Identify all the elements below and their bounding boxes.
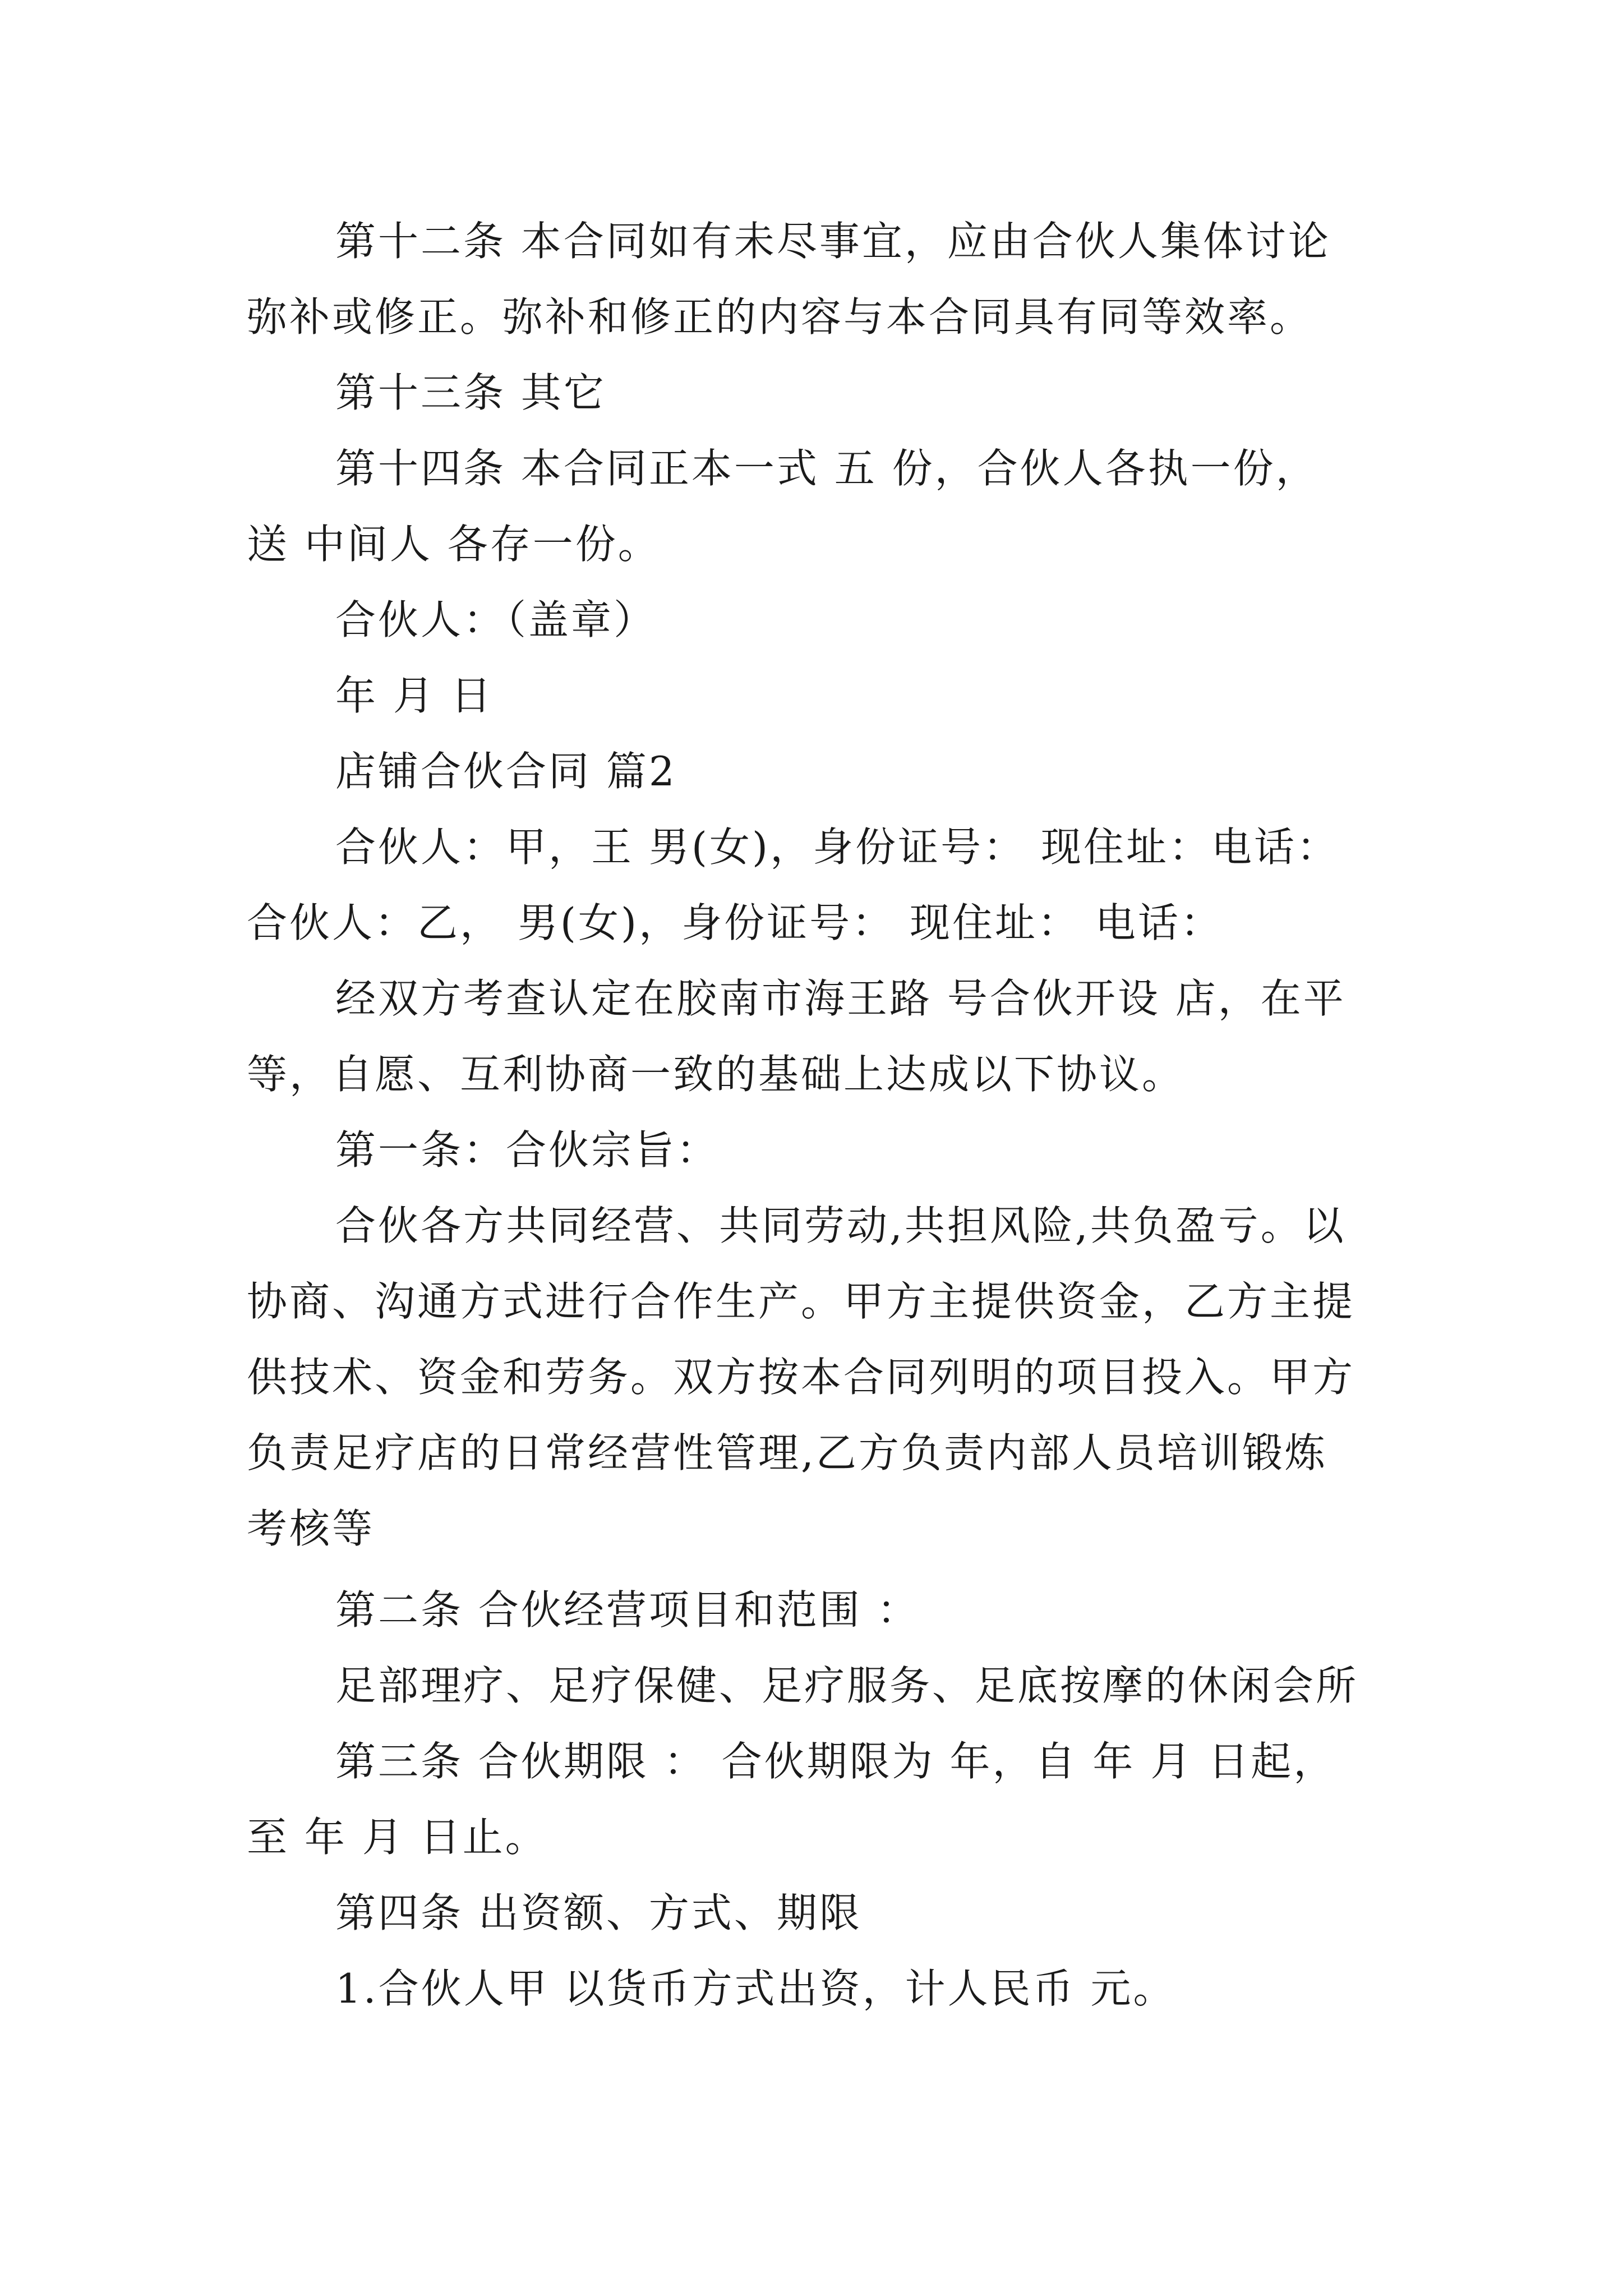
text-line: 协商、沟通方式进行合作生产。甲方主提供资金，乙方主提: [247, 1278, 1355, 1325]
text-line: 弥补或修正。弥补和修正的内容与本合同具有同等效率。: [247, 293, 1313, 341]
text-line: 供技术、资金和劳务。双方按本合同列明的项目投入。甲方: [247, 1354, 1355, 1401]
text-line: 第三条 合伙期限 ： 合伙期限为 年，自 年 月 日起，: [335, 1738, 1336, 1785]
text-line: 合伙各方共同经营、共同劳动,共担风险,共负盈亏。以: [335, 1202, 1346, 1249]
text-line: 第十三条 其它: [335, 369, 606, 416]
text-line: 1.合伙人甲 以货币方式出资，计人民币 元。: [335, 1965, 1176, 2012]
text-line: 合伙人：（盖章）: [335, 596, 657, 643]
text-line: 经双方考查认定在胶南市海王路 号合伙开设 店，在平: [335, 975, 1346, 1022]
text-line: 第一条：合伙宗旨：: [335, 1126, 720, 1174]
text-line: 负责足疗店的日常经营性管理,乙方负责内部人员培训锻炼: [247, 1429, 1327, 1476]
text-line: 送 中间人 各存一份。: [247, 521, 661, 568]
text-line: 考核等: [247, 1505, 375, 1552]
text-line: 第二条 合伙经营项目和范围 ：: [335, 1586, 920, 1634]
text-line: 第十二条 本合同如有未尽事宜，应由合伙人集体讨论: [335, 218, 1331, 265]
text-line: 年 月 日: [335, 672, 494, 719]
text-line: 第四条 出资额、方式、期限: [335, 1889, 862, 1936]
text-line: 合伙人：甲，王 男(女)，身份证号： 现住址：电话：: [335, 823, 1339, 871]
text-line: 至 年 月 日止。: [247, 1814, 548, 1861]
text-line: 第十四条 本合同正本一式 五 份，合伙人各执一份，: [335, 445, 1318, 492]
text-line: 等，自愿、互利协商一致的基础上达成以下协议。: [247, 1051, 1185, 1098]
section-heading: 店铺合伙合同 篇2: [335, 748, 677, 795]
text-line: 合伙人：乙， 男(女)，身份证号： 现住址： 电话：: [247, 899, 1223, 946]
text-line: 足部理疗、足疗保健、足疗服务、足底按摩的休闲会所: [335, 1662, 1359, 1709]
